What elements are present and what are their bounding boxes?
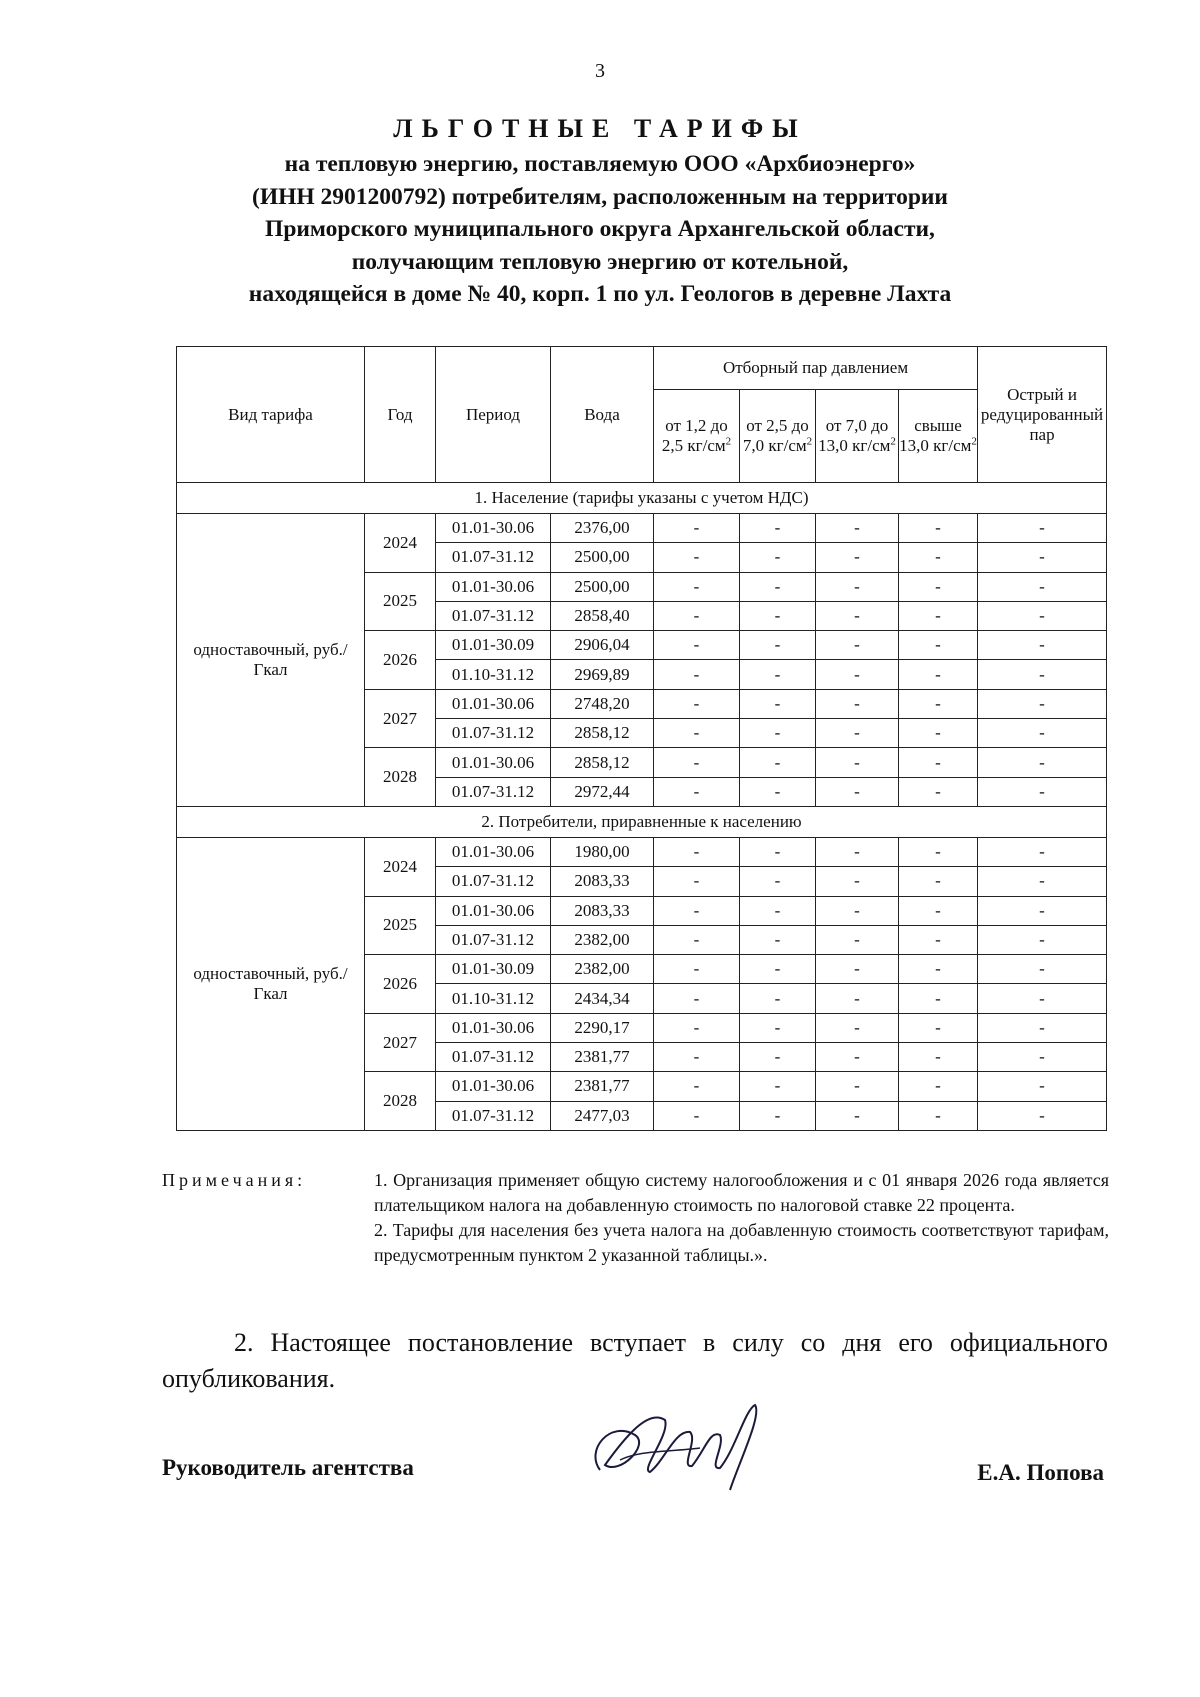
period-cell: 01.01-30.06 [436, 1013, 551, 1042]
sharp-steam-cell: - [978, 514, 1107, 543]
steam-3-cell: - [816, 777, 899, 806]
header-steam-2: от 2,5 до 7,0 $кг/см^2$ [740, 390, 816, 483]
steam-4-cell: - [899, 925, 978, 954]
section-header-row [177, 483, 1107, 514]
decree-paragraph: 2. Настоящее постановление вступает в силу со дня его официального опубликования. [162, 1328, 1108, 1393]
period-cell: 01.01-30.09 [436, 955, 551, 984]
steam-1-cell: - [654, 660, 740, 689]
steam-1-cell: - [654, 955, 740, 984]
steam-3-cell: - [816, 1043, 899, 1072]
sharp-steam-cell: - [978, 719, 1107, 748]
steam-2-cell: - [740, 514, 816, 543]
sharp-steam-cell: - [978, 601, 1107, 630]
steam-1-cell: - [654, 601, 740, 630]
year-cell: 2024 [365, 837, 436, 896]
note-item: 2. Тарифы для населения без учета налога на добавленную стоимость соответствуют тарифам, предусмотренным пунктом 2 указанной таблицы.». [374, 1220, 1109, 1265]
steam-4-cell: - [899, 601, 978, 630]
steam-3-cell: - [816, 514, 899, 543]
note-item: 1. Организация применяет общую систему налогообложения и с 01 января 2026 года является плательщиком налога на добавленную стоимость по налоговой ставке 22 процента. [374, 1170, 1109, 1215]
steam-3-cell: - [816, 896, 899, 925]
period-cell: 01.07-31.12 [436, 719, 551, 748]
signatory-title: Руководитель агентства [162, 1455, 414, 1480]
year-cell: 2027 [365, 689, 436, 748]
steam-3-cell: - [816, 1072, 899, 1101]
sharp-steam-cell: - [978, 1072, 1107, 1101]
header-steam-1: от 1,2 до 2,5 $кг/см^2$ [654, 390, 740, 483]
title-line: (ИНН 2901200792) потребителям, расположенным на территории [252, 183, 948, 210]
steam-4-cell: - [899, 514, 978, 543]
water-cell: 2382,00 [551, 925, 654, 954]
steam-4-cell: - [899, 719, 978, 748]
steam-1-cell: - [654, 572, 740, 601]
year-cell: 2028 [365, 1072, 436, 1131]
period-cell: 01.07-31.12 [436, 543, 551, 572]
signatory-name: Е.А. Попова [977, 1460, 1104, 1485]
steam-1-cell: - [654, 1013, 740, 1042]
steam-3-cell: - [816, 631, 899, 660]
period-cell: 01.01-30.06 [436, 837, 551, 866]
steam-2-cell: - [740, 984, 816, 1013]
sharp-steam-cell: - [978, 631, 1107, 660]
year-cell: 2028 [365, 748, 436, 807]
steam-4-cell: - [899, 543, 978, 572]
steam-1-cell: - [654, 837, 740, 866]
steam-3-cell: - [816, 925, 899, 954]
tariff-table-body [177, 483, 1107, 1131]
year-cell: 2026 [365, 631, 436, 690]
period-cell: 01.01-30.06 [436, 514, 551, 543]
steam-4-cell: - [899, 1072, 978, 1101]
steam-1-cell: - [654, 984, 740, 1013]
document-title [150, 112, 1050, 311]
steam-4-cell: - [899, 572, 978, 601]
water-cell: 2083,33 [551, 896, 654, 925]
steam-4-cell: - [899, 1101, 978, 1130]
header-sharp-steam: Острый и редуцированный пар [978, 347, 1107, 483]
period-cell: 01.01-30.06 [436, 896, 551, 925]
steam-1-cell: - [654, 543, 740, 572]
water-cell: 2477,03 [551, 1101, 654, 1130]
tariff-type-cell: одноставочный, руб./Гкал [177, 837, 365, 1130]
steam-2-cell: - [740, 631, 816, 660]
steam-2-cell: - [740, 601, 816, 630]
steam-1-cell: - [654, 925, 740, 954]
steam-3-cell: - [816, 719, 899, 748]
steam-3-cell: - [816, 543, 899, 572]
section-title: 1. Население (тарифы указаны с учетом НДС) [177, 483, 1107, 514]
water-cell: 2500,00 [551, 572, 654, 601]
steam-1-cell: - [654, 631, 740, 660]
sharp-steam-cell: - [978, 777, 1107, 806]
steam-3-cell: - [816, 837, 899, 866]
steam-2-cell: - [740, 719, 816, 748]
section-header-row [177, 806, 1107, 837]
steam-3-cell: - [816, 660, 899, 689]
steam-4-cell: - [899, 955, 978, 984]
water-cell: 2969,89 [551, 660, 654, 689]
signature-image [580, 1390, 780, 1500]
steam-1-cell: - [654, 1072, 740, 1101]
title-line: получающим тепловую энергию от котельной, [351, 248, 849, 275]
water-cell: 2376,00 [551, 514, 654, 543]
sharp-steam-cell: - [978, 689, 1107, 718]
section-title: 2. Потребители, приравненные к населению [177, 806, 1107, 837]
steam-2-cell: - [740, 1043, 816, 1072]
header-steam-group: Отборный пар давлением [654, 347, 978, 390]
title-line: находящейся в доме № 40, корп. 1 по ул. Геологов в деревне Лахта [248, 281, 952, 307]
period-cell: 01.01-30.06 [436, 1072, 551, 1101]
sharp-steam-cell: - [978, 1043, 1107, 1072]
header-period: Период [436, 347, 551, 483]
steam-3-cell: - [816, 867, 899, 896]
water-cell: 2381,77 [551, 1072, 654, 1101]
sharp-steam-cell: - [978, 572, 1107, 601]
steam-2-cell: - [740, 572, 816, 601]
title-line: Приморского муниципального округа Архангельской области, [265, 216, 935, 242]
steam-2-cell: - [740, 748, 816, 777]
steam-2-cell: - [740, 660, 816, 689]
header-water: Вода [551, 347, 654, 483]
year-cell: 2026 [365, 955, 436, 1014]
table-row [177, 514, 1107, 543]
sharp-steam-cell: - [978, 1013, 1107, 1042]
steam-2-cell: - [740, 1072, 816, 1101]
sharp-steam-cell: - [978, 955, 1107, 984]
water-cell: 2434,34 [551, 984, 654, 1013]
tariff-type-cell: одноставочный, руб./Гкал [177, 514, 365, 807]
header-year: Год [365, 347, 436, 483]
steam-2-cell: - [740, 896, 816, 925]
sharp-steam-cell: - [978, 896, 1107, 925]
period-cell: 01.01-30.06 [436, 572, 551, 601]
sharp-steam-cell: - [978, 984, 1107, 1013]
year-cell: 2025 [365, 572, 436, 631]
steam-1-cell: - [654, 1043, 740, 1072]
period-cell: 01.07-31.12 [436, 601, 551, 630]
steam-3-cell: - [816, 984, 899, 1013]
header-tariff-type: Вид тарифа [177, 347, 365, 483]
water-cell: 2906,04 [551, 631, 654, 660]
sharp-steam-cell: - [978, 867, 1107, 896]
period-cell: 01.10-31.12 [436, 984, 551, 1013]
steam-4-cell: - [899, 777, 978, 806]
steam-4-cell: - [899, 984, 978, 1013]
steam-1-cell: - [654, 896, 740, 925]
title-main: ЛЬГОТНЫЕ ТАРИФЫ [393, 114, 807, 143]
steam-4-cell: - [899, 689, 978, 718]
sharp-steam-cell: - [978, 1101, 1107, 1130]
steam-1-cell: - [654, 867, 740, 896]
steam-4-cell: - [899, 1013, 978, 1042]
page-number: 3 [595, 60, 605, 82]
water-cell: 2382,00 [551, 955, 654, 984]
header-steam-3: от 7,0 до 13,0 $кг/см^2$ [816, 390, 899, 483]
steam-2-cell: - [740, 1101, 816, 1130]
steam-4-cell: - [899, 748, 978, 777]
period-cell: 01.07-31.12 [436, 1101, 551, 1130]
steam-2-cell: - [740, 955, 816, 984]
water-cell: 2083,33 [551, 867, 654, 896]
steam-2-cell: - [740, 867, 816, 896]
steam-2-cell: - [740, 777, 816, 806]
steam-3-cell: - [816, 601, 899, 630]
period-cell: 01.07-31.12 [436, 1043, 551, 1072]
sharp-steam-cell: - [978, 543, 1107, 572]
period-cell: 01.01-30.06 [436, 689, 551, 718]
tariff-table [176, 346, 1107, 1131]
period-cell: 01.01-30.06 [436, 748, 551, 777]
sharp-steam-cell: - [978, 837, 1107, 866]
steam-3-cell: - [816, 748, 899, 777]
notes-body [374, 1168, 1109, 1268]
steam-1-cell: - [654, 719, 740, 748]
water-cell: 2972,44 [551, 777, 654, 806]
table-row [177, 837, 1107, 866]
steam-2-cell: - [740, 1013, 816, 1042]
year-cell: 2025 [365, 896, 436, 955]
water-cell: 2858,40 [551, 601, 654, 630]
period-cell: 01.01-30.09 [436, 631, 551, 660]
steam-2-cell: - [740, 837, 816, 866]
period-cell: 01.07-31.12 [436, 925, 551, 954]
steam-1-cell: - [654, 777, 740, 806]
steam-3-cell: - [816, 955, 899, 984]
steam-2-cell: - [740, 543, 816, 572]
period-cell: 01.10-31.12 [436, 660, 551, 689]
title-line: на тепловую энергию, поставляемую ООО «Архбиоэнерго» [284, 151, 916, 177]
notes-label: Примечания: [162, 1170, 307, 1190]
sharp-steam-cell: - [978, 925, 1107, 954]
sharp-steam-cell: - [978, 660, 1107, 689]
steam-3-cell: - [816, 572, 899, 601]
water-cell: 2858,12 [551, 719, 654, 748]
water-cell: 2381,77 [551, 1043, 654, 1072]
steam-3-cell: - [816, 1013, 899, 1042]
steam-3-cell: - [816, 1101, 899, 1130]
steam-4-cell: - [899, 631, 978, 660]
steam-1-cell: - [654, 748, 740, 777]
steam-4-cell: - [899, 837, 978, 866]
steam-1-cell: - [654, 689, 740, 718]
water-cell: 2500,00 [551, 543, 654, 572]
water-cell: 2290,17 [551, 1013, 654, 1042]
steam-3-cell: - [816, 689, 899, 718]
steam-1-cell: - [654, 1101, 740, 1130]
steam-2-cell: - [740, 689, 816, 718]
water-cell: 1980,00 [551, 837, 654, 866]
steam-2-cell: - [740, 925, 816, 954]
header-steam-4: свыше 13,0 $кг/см^2$ [899, 390, 978, 483]
steam-4-cell: - [899, 896, 978, 925]
period-cell: 01.07-31.12 [436, 777, 551, 806]
steam-1-cell: - [654, 514, 740, 543]
year-cell: 2027 [365, 1013, 436, 1072]
steam-4-cell: - [899, 1043, 978, 1072]
water-cell: 2858,12 [551, 748, 654, 777]
steam-4-cell: - [899, 660, 978, 689]
period-cell: 01.07-31.12 [436, 867, 551, 896]
sharp-steam-cell: - [978, 748, 1107, 777]
water-cell: 2748,20 [551, 689, 654, 718]
year-cell: 2024 [365, 514, 436, 573]
steam-4-cell: - [899, 867, 978, 896]
